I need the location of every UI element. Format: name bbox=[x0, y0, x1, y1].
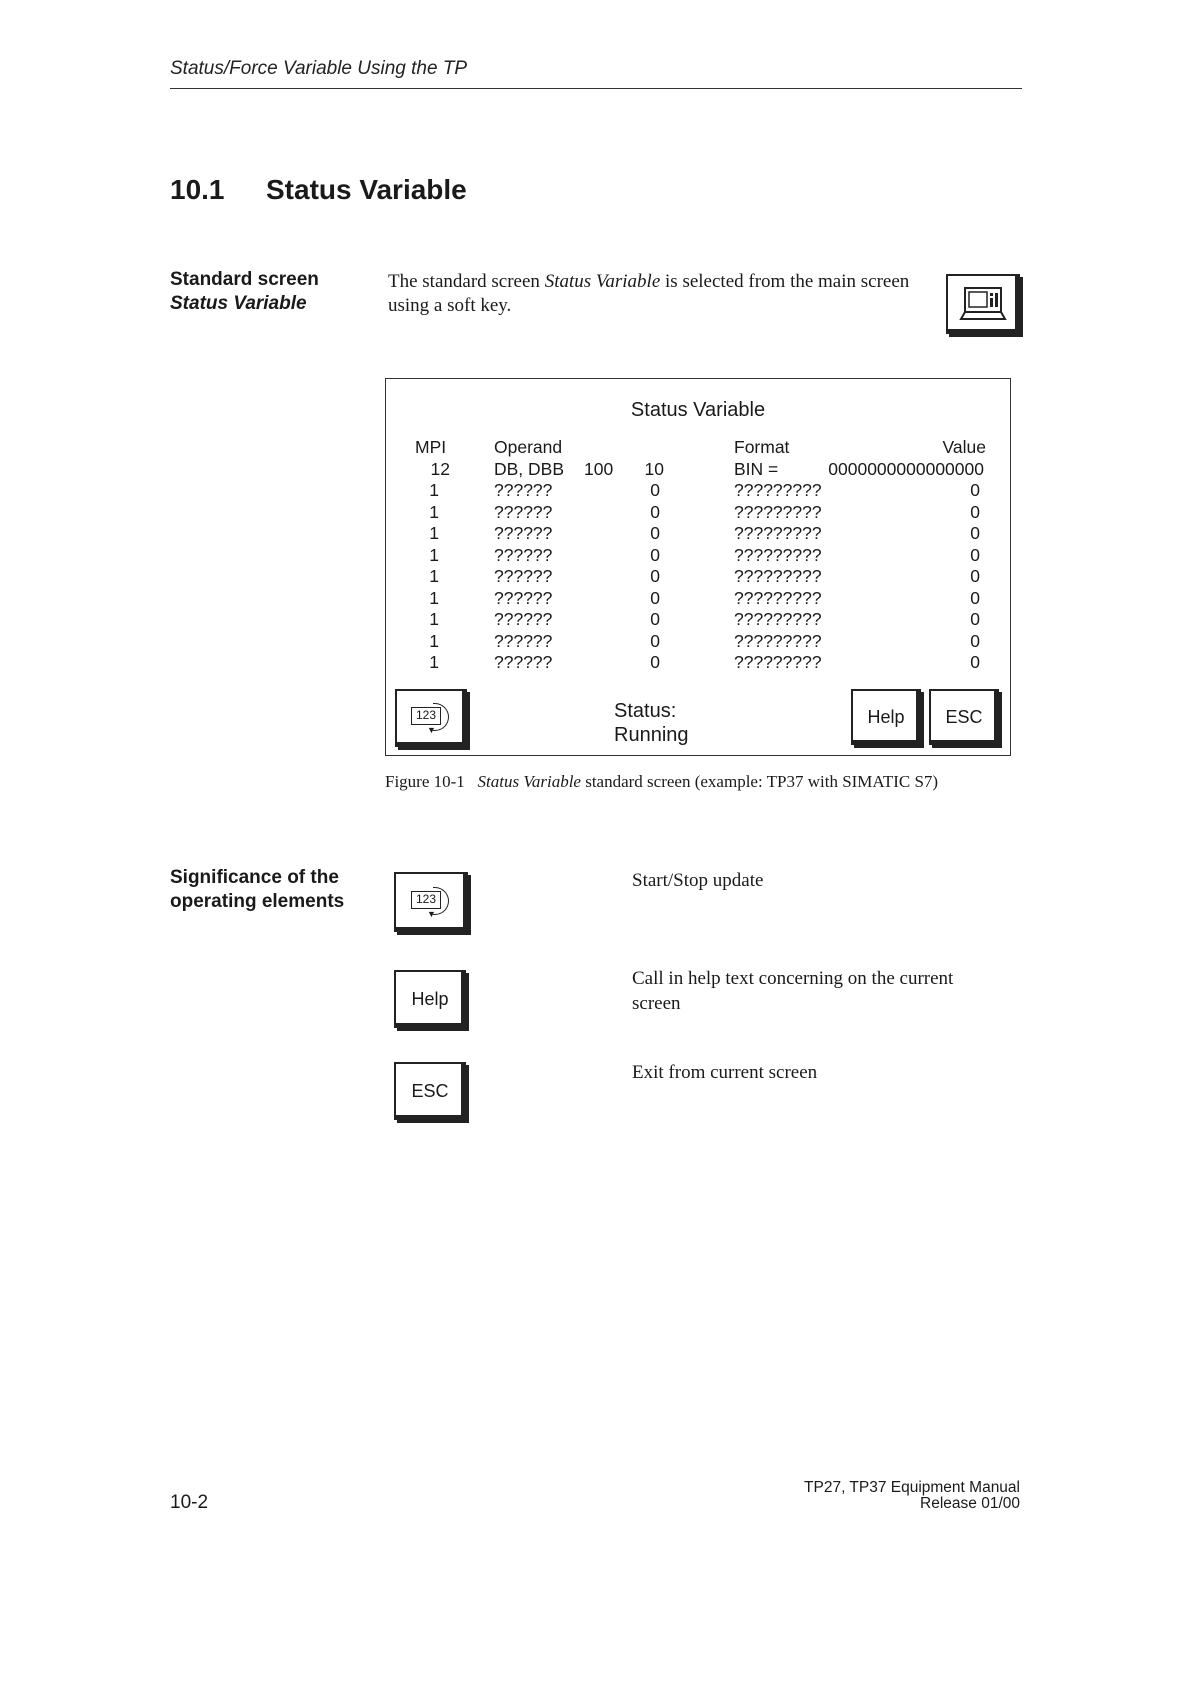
cell-operand-num: 0 bbox=[650, 544, 660, 565]
figure-caption-rest: standard screen (example: TP37 with SIMATIC S7) bbox=[580, 772, 939, 791]
column-mpi bbox=[415, 437, 446, 459]
cell-format: ????????? bbox=[734, 609, 822, 629]
status-display bbox=[614, 699, 689, 747]
esc-button-label: ESC bbox=[945, 706, 983, 727]
intro-paragraph bbox=[388, 270, 928, 318]
section-title: Status Variable bbox=[266, 174, 467, 205]
intro-text-before: The standard screen bbox=[388, 271, 545, 292]
cell-value: 0 bbox=[970, 544, 980, 565]
esc-key-label: ESC bbox=[411, 1080, 449, 1101]
status-value: Running bbox=[614, 724, 689, 746]
cell-value: 0 bbox=[970, 630, 980, 651]
start-stop-description: Start/Stop update bbox=[632, 870, 764, 891]
counter-refresh-icon: 123 ▼ bbox=[407, 885, 455, 919]
column-operand-num bbox=[622, 459, 664, 674]
cell-value: 0 bbox=[970, 587, 980, 608]
column-operand bbox=[494, 437, 564, 674]
help-button[interactable] bbox=[851, 689, 921, 745]
cell-mpi: 1 bbox=[429, 652, 439, 672]
cell-operand-num: 0 bbox=[650, 652, 660, 672]
significance-heading-line1: Significance of the bbox=[170, 867, 339, 888]
terminal-icon bbox=[959, 286, 1007, 322]
cell-value: 0 bbox=[970, 652, 980, 672]
side-heading-line1: Standard screen bbox=[170, 269, 319, 290]
cell-operand: ?????? bbox=[494, 587, 553, 608]
cell-operand: ?????? bbox=[494, 566, 553, 586]
column-value bbox=[786, 437, 986, 674]
intro-text-italic: Status Variable bbox=[544, 271, 661, 292]
side-heading-standard-screen bbox=[170, 268, 319, 316]
significance-heading-line2: operating elements bbox=[170, 891, 345, 912]
cell-operand-num: 0 bbox=[650, 630, 660, 651]
screen-title: Status Variable bbox=[630, 399, 766, 421]
cell-format: ????????? bbox=[734, 480, 822, 500]
page-number: 10-2 bbox=[170, 1492, 209, 1513]
cell-operand-num: 0 bbox=[650, 501, 660, 522]
header-value: Value bbox=[942, 437, 986, 457]
column-mpi-values bbox=[414, 459, 450, 674]
counter-label: 123 bbox=[411, 891, 441, 909]
cell-mpi: 1 bbox=[429, 609, 439, 629]
cell-mpi: 1 bbox=[429, 544, 439, 565]
cell-operand-num: 0 bbox=[650, 480, 660, 500]
cell-operand: ?????? bbox=[494, 652, 553, 672]
cell-operand: ?????? bbox=[494, 544, 553, 565]
cell-value: 0 bbox=[970, 501, 980, 522]
cell-operand: ?????? bbox=[494, 630, 553, 651]
cell-operand: DB, DBB bbox=[494, 458, 565, 479]
section-number: 10.1 bbox=[170, 174, 225, 205]
cell-value: 0 bbox=[970, 566, 980, 586]
help-button-label: Help bbox=[867, 706, 905, 727]
cell-format: ????????? bbox=[734, 544, 822, 565]
cell-mpi: 1 bbox=[429, 566, 439, 586]
cell-mpi: 1 bbox=[429, 523, 439, 543]
help-key-label: Help bbox=[411, 988, 449, 1009]
cell-format: ????????? bbox=[734, 523, 822, 543]
status-variable-softkey[interactable] bbox=[946, 274, 1020, 334]
header-rule bbox=[170, 88, 1022, 89]
header-operand: Operand bbox=[494, 437, 563, 457]
side-heading-line2: Status Variable bbox=[170, 293, 307, 314]
cell-value: 0000000000000000 bbox=[828, 458, 984, 479]
esc-button[interactable] bbox=[929, 689, 999, 745]
help-key[interactable] bbox=[394, 970, 466, 1028]
figure-caption-italic: Status Variable bbox=[477, 772, 581, 791]
status-label: Status: bbox=[614, 700, 677, 722]
cell-operand-num: 0 bbox=[650, 566, 660, 586]
esc-description: Exit from current screen bbox=[632, 1062, 818, 1083]
cell-format: BIN = bbox=[734, 458, 779, 479]
intro-text-after: is selected from the main screen using a soft key. bbox=[388, 271, 910, 316]
footer-release: Release 01/00 bbox=[920, 1495, 1020, 1512]
cell-operand: ?????? bbox=[494, 501, 553, 522]
cell-mpi: 1 bbox=[429, 630, 439, 651]
help-description: Call in help text concerning on the current screen bbox=[632, 968, 954, 1014]
cell-mpi: 12 bbox=[430, 458, 450, 479]
cell-format: ????????? bbox=[734, 630, 822, 651]
footer-manual: TP27, TP37 Equipment Manual bbox=[804, 1479, 1020, 1496]
cell-format: ????????? bbox=[734, 587, 822, 608]
cell-format: ????????? bbox=[734, 652, 822, 672]
cell-mpi: 1 bbox=[429, 501, 439, 522]
cell-mpi: 1 bbox=[429, 480, 439, 500]
status-variable-screen bbox=[385, 378, 1011, 756]
esc-key[interactable] bbox=[394, 1062, 466, 1120]
cell-operand: ?????? bbox=[494, 480, 553, 500]
header-mpi: MPI bbox=[415, 437, 447, 457]
cell-operand-num: 0 bbox=[650, 609, 660, 629]
side-heading-significance bbox=[170, 866, 344, 914]
cell-operand: ?????? bbox=[494, 609, 553, 629]
cell-operand-num: 10 bbox=[644, 458, 664, 479]
counter-label: 123 bbox=[411, 707, 441, 725]
footer-manual-info bbox=[700, 1480, 1020, 1512]
header-format: Format bbox=[734, 437, 790, 457]
running-head: Status/Force Variable Using the TP bbox=[170, 58, 468, 79]
cell-operand: ?????? bbox=[494, 523, 553, 543]
counter-refresh-icon: 123 ▼ bbox=[407, 701, 455, 735]
cell-operand-num: 0 bbox=[650, 523, 660, 543]
cell-format: ????????? bbox=[734, 501, 822, 522]
start-stop-update-button[interactable] bbox=[395, 689, 467, 747]
cell-value: 0 bbox=[970, 480, 980, 500]
cell-operand-num: 0 bbox=[650, 587, 660, 608]
cell-value: 0 bbox=[970, 523, 980, 543]
figure-caption bbox=[385, 772, 938, 792]
cell-operand-num1: 100 bbox=[584, 458, 614, 479]
cell-format: ????????? bbox=[734, 566, 822, 586]
figure-number: Figure 10-1 bbox=[385, 772, 465, 791]
cell-value: 0 bbox=[970, 609, 980, 629]
cell-mpi: 1 bbox=[429, 587, 439, 608]
start-stop-update-key[interactable] bbox=[394, 872, 468, 932]
